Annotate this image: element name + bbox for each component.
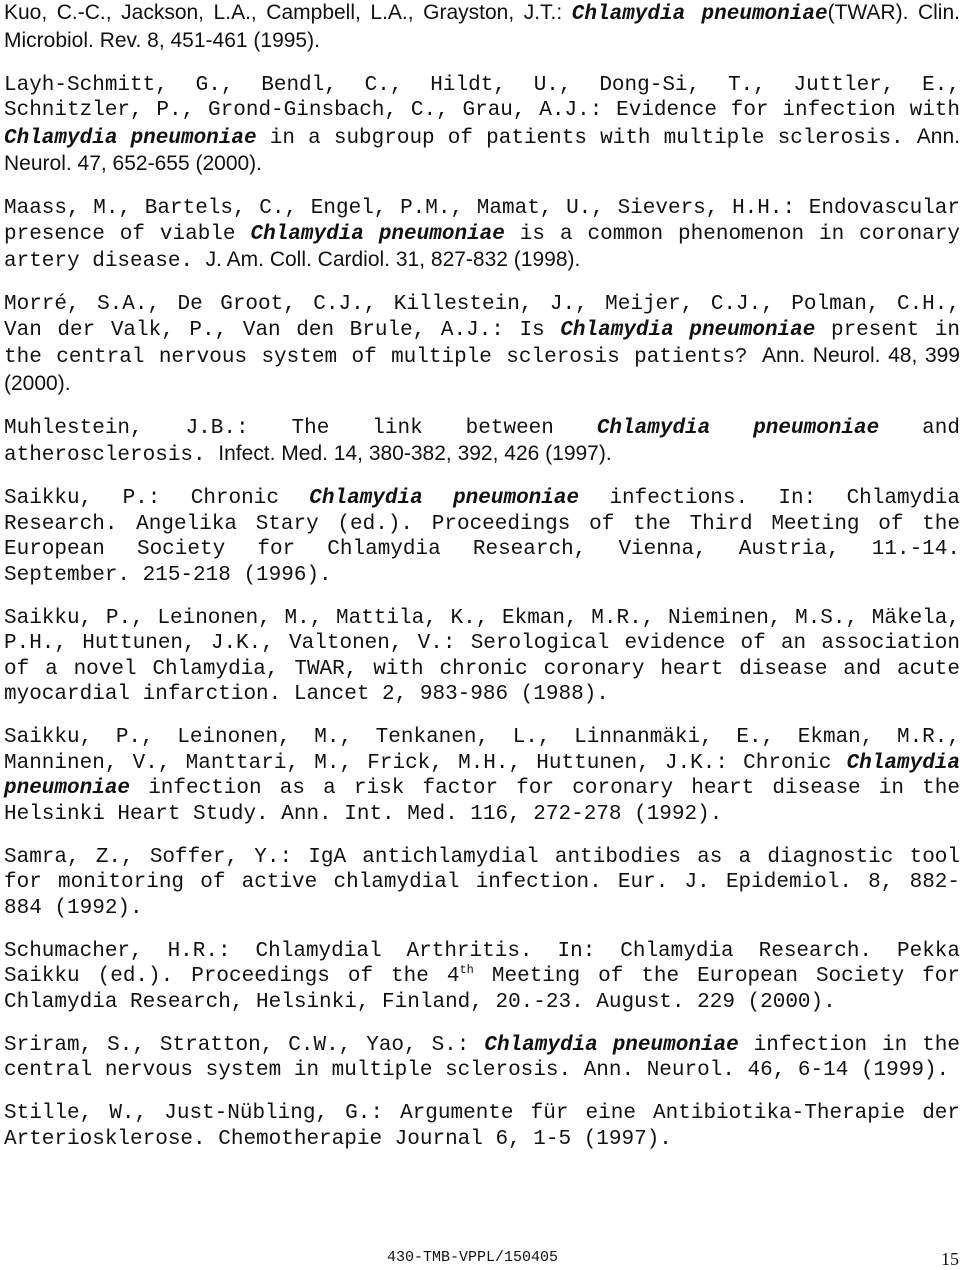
- species-name: Chlamydia pneumoniae: [4, 126, 257, 150]
- reference-text: Kuo, C.-C., Jackson, L.A., Campbell, L.A., Grayston, J.T.:: [4, 1, 572, 24]
- reference-text: (TWAR). Clin. Microbiol. Rev. 8, 451-461 (1995).: [4, 1, 960, 52]
- reference-text: infection as a risk factor for coronary heart disease in the Helsinki Heart Study. Ann. Int. Med. 116, 272-278 (1992).: [4, 777, 960, 826]
- reference-text: Schumacher, H.R.: Chlamydial Arthritis. In: Chlamydia Research. Pekka Saikku (ed.). Proceedings of the 4: [4, 939, 960, 988]
- reference-entry: [4, 486, 960, 588]
- footer-document-code: 430-TMB-VPPL/150405: [387, 1249, 559, 1266]
- species-name: Chlamydia pneumoniae: [309, 487, 580, 510]
- species-name: Chlamydia pneumoniae: [571, 3, 828, 26]
- reference-text: present in the central nervous system of multiple sclerosis patients?: [4, 318, 960, 369]
- reference-entry: [4, 73, 960, 179]
- reference-text: Sriram, S., Stratton, C.W., Yao, S.:: [4, 1033, 485, 1057]
- reference-entry: [4, 292, 960, 398]
- reference-text: Layh-Schmitt, G., Bendl, C., Hildt, U., Dong-Si, T., Juttler, E., Schnitzler, P., Grond-Ginsbach, C., Grau, A.J.: Evidence for infection with: [4, 73, 960, 122]
- reference-text: Saikku, P., Leinonen, M., Mattila, K., Ekman, M.R., Nieminen, M.S., Mäkela, P.H., Huttunen, J.K., Valtonen, V.: Serological evidence of an association of a novel Chlamydia, TWAR, with chronic coronary heart disease and acute myocardial infarction. Lancet 2, 983-986 (1988).: [4, 606, 960, 706]
- reference-text: Ann. Neurol. 48, 399 (2000).: [4, 344, 960, 395]
- species-name: Chlamydia pneumoniae: [560, 318, 816, 342]
- reference-entry: [4, 1101, 960, 1152]
- reference-text: Stille, W., Just-Nübling, G.: Argumente für eine Antibiotika-Therapie der Arteriosklerose. Chemotherapie Journal 6, 1-5 (1997).: [4, 1102, 960, 1151]
- species-name: Chlamydia pneumoniae: [596, 416, 880, 440]
- reference-list: [4, 0, 960, 1170]
- reference-text: Saikku, P.: Chronic: [4, 487, 310, 510]
- page-number: 15: [941, 1249, 959, 1269]
- reference-text: infection in the central nervous system in multiple sclerosis. Ann. Neurol. 46, 6-14 (1999).: [4, 1033, 960, 1082]
- reference-text: is a common phenomenon in coronary artery disease.: [4, 222, 960, 273]
- reference-entry: [4, 0, 960, 55]
- reference-text: Muhlestein, J.B.: The link between: [4, 416, 597, 440]
- reference-text: Samra, Z., Soffer, Y.: IgA antichlamydial antibodies as a diagnostic tool for monitoring of active chlamydial infection. Eur. J. Epidemiol. 8, 882-884 (1992).: [4, 845, 960, 920]
- reference-text: Infect. Med. 14, 380-382, 392, 426 (1997).: [218, 442, 612, 465]
- ordinal-superscript: th: [459, 963, 474, 977]
- reference-text: Ann. Neurol. 47, 652-655 (2000).: [4, 124, 960, 175]
- species-name: Chlamydia pneumoniae: [4, 751, 960, 800]
- reference-entry: [4, 939, 960, 1016]
- reference-text: J. Am. Coll. Cardiol. 31, 827-832 (1998).: [205, 248, 581, 271]
- species-name: Chlamydia pneumoniae: [484, 1033, 739, 1057]
- reference-entry: [4, 1033, 960, 1084]
- reference-entry: [4, 196, 960, 275]
- reference-text: Maass, M., Bartels, C., Engel, P.M., Mamat, U., Sievers, H.H.: Endovascular presence of viable: [4, 197, 960, 246]
- reference-entry: [4, 606, 960, 708]
- reference-text: Saikku, P., Leinonen, M., Tenkanen, L., Linnanmäki, E., Ekman, M.R., Manninen, V., Manttari, M., Frick, M.H., Huttunen, J.K.: Chronic: [4, 726, 960, 775]
- reference-text: infections. In: Chlamydia Research. Angelika Stary (ed.). Proceedings of the Third Meeting of the European Society for Chlamydia Research, Vienna, Austria, 11.-14. September. 215-218 (1996).: [4, 487, 960, 587]
- species-name: Chlamydia pneumoniae: [250, 222, 505, 246]
- reference-entry: [4, 725, 960, 827]
- reference-text: in a subgroup of patients with multiple sclerosis.: [256, 126, 917, 150]
- reference-text: and atherosclerosis.: [4, 416, 960, 467]
- reference-text: Morré, S.A., De Groot, C.J., Killestein, J., Meijer, C.J., Polman, C.H., Van der Valk, P., Van den Brule, A.J.: Is: [4, 293, 960, 342]
- reference-text: Meeting of the European Society for Chlamydia Research, Helsinki, Finland, 20.-23. August. 229 (2000).: [4, 965, 960, 1014]
- reference-entry: [4, 845, 960, 922]
- reference-entry: [4, 416, 960, 469]
